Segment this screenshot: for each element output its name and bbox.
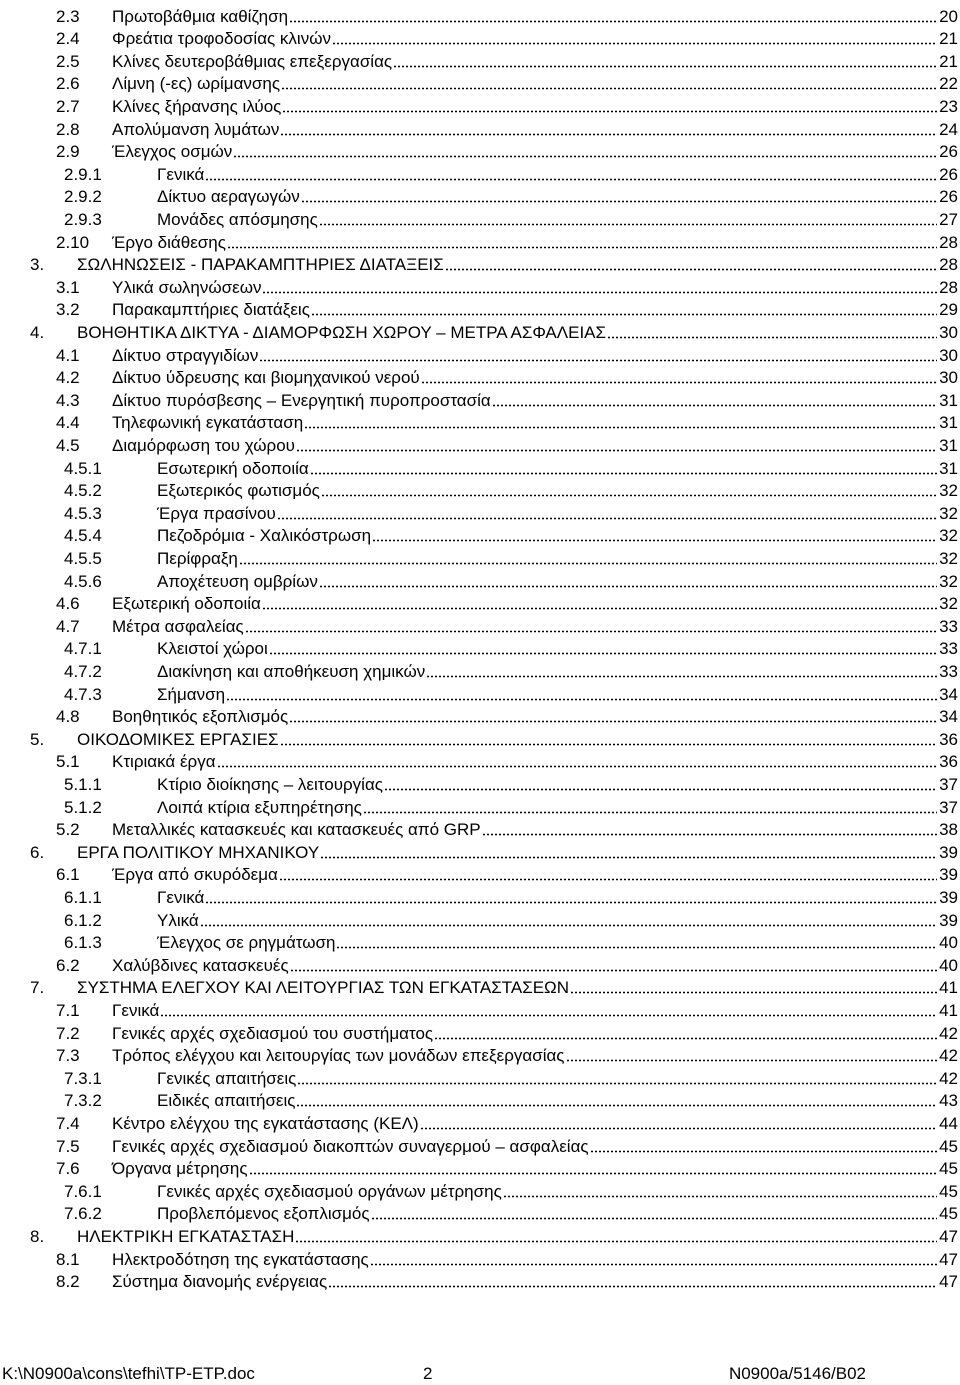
toc-entry-title: ΗΛΕΚΤΡΙΚΗ ΕΓΚΑΤΑΣΤΑΣΗ: [77, 1226, 295, 1246]
toc-entry-number: 7.5: [56, 1136, 80, 1156]
toc-entry[interactable]: [0, 93, 958, 116]
toc-dot-leader: [310, 472, 937, 475]
toc-entry-number: 4.3: [56, 390, 80, 410]
toc-entry-page: 33: [939, 661, 958, 681]
toc-entry[interactable]: [0, 1043, 958, 1066]
footer-document-code: N0900a/5146/B02: [728, 1364, 866, 1383]
toc-entry-page: 31: [939, 390, 958, 410]
toc-entry-number: 2.7: [56, 96, 80, 116]
toc-entry-page: 23: [939, 96, 958, 116]
toc-entry-title: Φρεάτια τροφοδοσίας κλινών: [112, 29, 331, 49]
toc-dot-leader: [296, 1104, 937, 1107]
toc-entry[interactable]: [0, 342, 958, 365]
toc-entry-title: Μεταλλικές κατασκευές και κατασκευές από GRP: [112, 820, 481, 840]
toc-entry-number: 6.: [30, 842, 45, 862]
toc-entry-number: 7.6.2: [64, 1204, 102, 1224]
toc-entry-page: 47: [939, 1272, 958, 1292]
toc-entry-page: 31: [939, 458, 958, 478]
toc-entry[interactable]: [0, 817, 958, 840]
toc-entry[interactable]: [0, 48, 958, 71]
toc-entry-page: 39: [939, 865, 958, 885]
toc-entry-title: Προβλεπόμενος εξοπλισμός: [157, 1204, 370, 1224]
toc-entry-number: 4.5.3: [64, 503, 102, 523]
toc-dot-leader: [259, 359, 937, 362]
footer-file-path: K:\N0900a\cons\tefhi\TP-ETP.doc: [2, 1364, 255, 1383]
toc-dot-leader: [226, 698, 937, 701]
toc-entry-title: Δίκτυο ύδρευσης και βιομηχανικού νερού: [112, 368, 420, 388]
toc-dot-leader: [336, 946, 937, 949]
toc-entry-number: 6.1.2: [64, 910, 102, 930]
toc-entry-title: ΕΡΓΑ ΠΟΛΙΤΙΚΟΥ ΜΗΧΑΝΙΚΟΥ: [77, 842, 320, 862]
toc-entry[interactable]: [0, 455, 958, 478]
toc-entry-title: Γενικά: [157, 887, 205, 907]
toc-entry-number: 4.7.1: [64, 639, 102, 659]
toc-entry[interactable]: [0, 1269, 958, 1292]
toc-entry-number: 7.4: [56, 1113, 80, 1133]
toc-dot-leader: [227, 246, 937, 249]
toc-dot-leader: [290, 969, 937, 972]
toc-entry[interactable]: [0, 1201, 958, 1224]
toc-entry-number: 2.9.3: [64, 209, 102, 229]
toc-entry-title: Έργα πρασίνου: [157, 503, 276, 523]
toc-entry[interactable]: [0, 907, 958, 930]
toc-entry[interactable]: [0, 1020, 958, 1043]
toc-dot-leader: [311, 313, 937, 316]
toc-entry-title: Εξωτερικός φωτισμός: [157, 481, 320, 501]
toc-dot-leader: [245, 630, 937, 633]
toc-dot-leader: [269, 652, 937, 655]
toc-dot-leader: [205, 901, 937, 904]
toc-entry-page: 28: [939, 232, 958, 252]
toc-entry-page: 26: [939, 142, 958, 162]
toc-entry-page: 45: [939, 1181, 958, 1201]
toc-entry-page: 47: [939, 1226, 958, 1246]
toc-entry[interactable]: [0, 839, 958, 862]
toc-dot-leader: [371, 1217, 937, 1220]
toc-entry[interactable]: [0, 252, 958, 275]
toc-entry[interactable]: [0, 997, 958, 1020]
toc-entry[interactable]: [0, 139, 958, 162]
toc-dot-leader: [304, 426, 937, 429]
toc-entry-page: 41: [939, 978, 958, 998]
toc-entry-title: ΒΟΗΘΗΤΙΚΑ ΔΙΚΤΥΑ - ΔΙΑΜΟΡΦΩΣΗ ΧΩΡΟΥ – ΜΕΤΡΑ ΑΣΦΑΛΕΙΑΣ: [77, 322, 607, 342]
toc-entry-number: 4.8: [56, 707, 80, 727]
toc-entry-number: 6.1.3: [64, 933, 102, 953]
toc-entry[interactable]: [0, 297, 958, 320]
toc-entry-title: Κλειστοί χώροι: [157, 639, 268, 659]
toc-entry[interactable]: [0, 500, 958, 523]
toc-entry-page: 45: [939, 1159, 958, 1179]
toc-dot-leader: [492, 404, 937, 407]
toc-entry-title: Ηλεκτροδότηση της εγκατάστασης: [112, 1249, 369, 1269]
toc-entry-page: 21: [939, 51, 958, 71]
toc-dot-leader: [297, 1082, 937, 1085]
toc-dot-leader: [590, 1150, 937, 1153]
toc-entry-title: Έργο διάθεσης: [112, 232, 226, 252]
toc-entry-number: 2.3: [56, 6, 80, 26]
toc-entry-page: 22: [939, 74, 958, 94]
toc-entry-number: 4.: [30, 322, 45, 342]
toc-entry[interactable]: [0, 1110, 958, 1133]
toc-entry-page: 40: [939, 955, 958, 975]
toc-entry[interactable]: [0, 568, 958, 591]
toc-entry-number: 7.3.1: [64, 1068, 102, 1088]
toc-entry-number: 4.7: [56, 616, 80, 636]
toc-entry[interactable]: [0, 26, 958, 49]
toc-entry-number: 8.2: [56, 1272, 80, 1292]
toc-entry-title: Σήμανση: [157, 684, 226, 704]
toc-entry-page: 32: [939, 548, 958, 568]
toc-entry-title: Βοηθητικός εξοπλισμός: [112, 707, 289, 727]
toc-dot-leader: [217, 765, 937, 768]
toc-entry-title: Γενικές αρχές σχεδιασμού του συστήματος: [112, 1023, 434, 1043]
toc-entry-page: 40: [939, 933, 958, 953]
toc-entry-page: 39: [939, 910, 958, 930]
toc-entry[interactable]: [0, 1065, 958, 1088]
toc-entry-number: 5.2: [56, 820, 80, 840]
toc-entry[interactable]: [0, 1156, 958, 1179]
toc-entry-number: 4.7.3: [64, 684, 102, 704]
toc-entry-number: 7.: [30, 978, 45, 998]
toc-entry-number: 2.6: [56, 74, 80, 94]
toc-dot-leader: [503, 1195, 937, 1198]
toc-dot-leader: [233, 155, 937, 158]
toc-entry-number: 4.5.2: [64, 481, 102, 501]
toc-entry-page: 37: [939, 797, 958, 817]
toc-entry-page: 34: [939, 684, 958, 704]
toc-entry-title: Υλικά: [157, 910, 199, 930]
toc-dot-leader: [262, 291, 937, 294]
toc-entry[interactable]: [0, 206, 958, 229]
toc-entry-title: Παρακαμπτήριες διατάξεις: [112, 300, 310, 320]
toc-dot-leader: [200, 924, 937, 927]
toc-entry[interactable]: [0, 545, 958, 568]
toc-entry-number: 3.: [30, 255, 45, 275]
toc-entry-page: 30: [939, 345, 958, 365]
toc-entry-number: 3.1: [56, 277, 80, 297]
toc-entry[interactable]: [0, 884, 958, 907]
toc-entry[interactable]: [0, 1178, 958, 1201]
toc-entry-title: Έλεγχος οσμών: [112, 142, 233, 162]
toc-dot-leader: [363, 811, 937, 814]
toc-dot-leader: [280, 133, 937, 136]
toc-entry-title: Δίκτυο αεραγωγών: [157, 187, 300, 207]
toc-entry[interactable]: [0, 681, 958, 704]
toc-entry[interactable]: [0, 71, 958, 94]
toc-entry[interactable]: [0, 930, 958, 953]
toc-entry-number: 2.5: [56, 51, 80, 71]
toc-entry-title: Γενικές αρχές σχεδιασμού διακοπτών συναγερμού – ασφαλείας: [112, 1136, 589, 1156]
toc-entry-number: 5.: [30, 729, 45, 749]
toc-entry[interactable]: [0, 116, 958, 139]
toc-entry-number: 2.10: [56, 232, 90, 252]
toc-entry-page: 30: [939, 368, 958, 388]
toc-entry-number: 7.1: [56, 1000, 80, 1020]
toc-entry-page: 34: [939, 707, 958, 727]
toc-entry-number: 7.6.1: [64, 1181, 102, 1201]
toc-entry-page: 42: [939, 1046, 958, 1066]
toc-entry-number: 7.6: [56, 1159, 80, 1179]
toc-entry-page: 32: [939, 526, 958, 546]
toc-entry-page: 36: [939, 752, 958, 772]
toc-entry-title: Πεζοδρόμια - Χαλικόστρωση: [157, 526, 372, 546]
toc-entry-page: 41: [939, 1000, 958, 1020]
toc-entry[interactable]: [0, 658, 958, 681]
toc-entry-page: 31: [939, 413, 958, 433]
toc-entry-title: Διακίνηση και αποθήκευση χημικών: [157, 661, 426, 681]
toc-entry[interactable]: [0, 3, 958, 26]
toc-entry-page: 37: [939, 774, 958, 794]
toc-dot-leader: [321, 494, 937, 497]
toc-dot-leader: [205, 178, 937, 181]
toc-entry-title: Κλίνες δευτεροβάθμιας επεξεργασίας: [112, 51, 393, 71]
toc-entry-title: Αποχέτευση ομβρίων: [157, 571, 318, 591]
toc-entry-title: Σύστημα διανομής ενέργειας: [112, 1272, 328, 1292]
toc-entry-page: 33: [939, 616, 958, 636]
toc-entry-page: 45: [939, 1136, 958, 1156]
toc-dot-leader: [280, 743, 937, 746]
toc-dot-leader: [295, 1240, 937, 1243]
toc-entry-title: Δίκτυο στραγγιδίων: [112, 345, 259, 365]
toc-entry[interactable]: [0, 410, 958, 433]
toc-entry[interactable]: [0, 184, 958, 207]
toc-dot-leader: [289, 720, 937, 723]
toc-dot-leader: [320, 856, 937, 859]
toc-entry-number: 8.1: [56, 1249, 80, 1269]
toc-entry-title: Μονάδες απόσμησης: [157, 209, 318, 229]
toc-entry[interactable]: [0, 1246, 958, 1269]
toc-dot-leader: [249, 1172, 937, 1175]
toc-entry-page: 26: [939, 164, 958, 184]
toc-entry-number: 4.5.4: [64, 526, 102, 546]
toc-entry-page: 21: [939, 29, 958, 49]
toc-dot-leader: [570, 991, 937, 994]
toc-entry[interactable]: [0, 1088, 958, 1111]
toc-entry-title: Εξωτερική οδοποιία: [112, 594, 261, 614]
toc-entry-number: 2.4: [56, 29, 80, 49]
toc-entry-title: Κτίριο διοίκησης – λειτουργίας: [157, 774, 383, 794]
toc-entry[interactable]: [0, 726, 958, 749]
toc-entry[interactable]: [0, 365, 958, 388]
toc-dot-leader: [420, 1127, 937, 1130]
toc-entry-title: Δίκτυο πυρόσβεσης – Ενεργητική πυροπροστασία: [112, 390, 491, 410]
toc-dot-leader: [393, 65, 937, 68]
toc-entry-title: ΟΙΚΟΔΟΜΙΚΕΣ ΕΡΓΑΣΙΕΣ: [77, 729, 279, 749]
toc-entry-number: 4.4: [56, 413, 80, 433]
toc-entry-number: 2.9.2: [64, 187, 102, 207]
toc-entry-number: 2.8: [56, 119, 80, 139]
toc-dot-leader: [301, 200, 937, 203]
toc-entry-title: Υλικά σωληνώσεων: [112, 277, 262, 297]
toc-entry-page: 45: [939, 1204, 958, 1224]
toc-entry-page: 27: [939, 209, 958, 229]
toc-entry-title: Κέντρο ελέγχου της εγκατάστασης (ΚΕΛ): [112, 1113, 419, 1133]
toc-dot-leader: [282, 110, 937, 113]
toc-dot-leader: [319, 223, 937, 226]
toc-entry[interactable]: [0, 478, 958, 501]
toc-entry-page: 32: [939, 481, 958, 501]
toc-entry-title: Γενικά: [112, 1000, 160, 1020]
toc-entry-number: 4.2: [56, 368, 80, 388]
toc-dot-leader: [239, 562, 937, 565]
toc-entry-title: Κτιριακά έργα: [112, 752, 216, 772]
toc-entry-title: ΣΥΣΤΗΜΑ ΕΛΕΓΧΟΥ ΚΑΙ ΛΕΙΤΟΥΡΓΙΑΣ ΤΩΝ ΕΓΚΑΤΑΣΤΑΣΕΩΝ: [77, 978, 570, 998]
toc-entry-number: 3.2: [56, 300, 80, 320]
toc-entry-page: 32: [939, 571, 958, 591]
toc-entry-number: 6.1.1: [64, 887, 102, 907]
toc-entry-title: ΣΩΛΗΝΩΣΕΙΣ - ΠΑΡΑΚΑΜΠΤΗΡΙΕΣ ΔΙΑΤΑΞΕΙΣ: [77, 255, 444, 275]
toc-entry-title: Γενικές αρχές σχεδιασμού οργάνων μέτρησης: [157, 1181, 502, 1201]
toc-entry-number: 7.2: [56, 1023, 80, 1043]
toc-entry-title: Κλίνες ξήρανσης ιλύος: [112, 96, 282, 116]
toc-entry[interactable]: [0, 749, 958, 772]
toc-entry-page: 47: [939, 1249, 958, 1269]
toc-dot-leader: [566, 1059, 938, 1062]
toc-entry[interactable]: [0, 432, 958, 455]
toc-dot-leader: [281, 87, 937, 90]
toc-entry-number: 4.7.2: [64, 661, 102, 681]
toc-entry-number: 4.6: [56, 594, 80, 614]
footer-page-number: 2: [423, 1364, 433, 1383]
toc-entry[interactable]: [0, 523, 958, 546]
toc-entry-page: 30: [939, 322, 958, 342]
toc-entry[interactable]: [0, 229, 958, 252]
toc-entry-title: Όργανα μέτρησης: [112, 1159, 248, 1179]
toc-entry-page: 36: [939, 729, 958, 749]
toc-entry-page: 24: [939, 119, 958, 139]
toc-dot-leader: [607, 336, 937, 339]
toc-dot-leader: [372, 539, 937, 542]
toc-entry-page: 32: [939, 594, 958, 614]
toc-entry[interactable]: [0, 319, 958, 342]
toc-dot-leader: [289, 20, 937, 23]
toc-dot-leader: [328, 1285, 937, 1288]
toc-entry-title: Έργα από σκυρόδεμα: [112, 865, 278, 885]
toc-entry-title: Διαμόρφωση του χώρου: [112, 435, 295, 455]
toc-entry-page: 44: [939, 1113, 958, 1133]
toc-entry[interactable]: [0, 636, 958, 659]
toc-entry[interactable]: [0, 274, 958, 297]
toc-entry-number: 5.1.1: [64, 774, 102, 794]
toc-entry[interactable]: [0, 613, 958, 636]
toc-dot-leader: [262, 607, 937, 610]
toc-entry-title: Γενικά: [157, 164, 205, 184]
toc-entry-title: Μέτρα ασφαλείας: [112, 616, 244, 636]
toc-dot-leader: [332, 42, 937, 45]
toc-entry-number: 4.1: [56, 345, 80, 365]
page-footer: [0, 1364, 960, 1384]
toc-dot-leader: [426, 675, 937, 678]
toc-dot-leader: [279, 878, 937, 881]
toc-entry-title: Τρόπος ελέγχου και λειτουργίας των μονάδων επεξεργασίας: [112, 1046, 565, 1066]
toc-entry-number: 5.1.2: [64, 797, 102, 817]
toc-dot-leader: [445, 268, 937, 271]
toc-entry-page: 32: [939, 503, 958, 523]
toc-entry-number: 6.2: [56, 955, 80, 975]
toc-entry-title: Εσωτερική οδοποιία: [157, 458, 309, 478]
toc-entry-page: 28: [939, 277, 958, 297]
toc-entry-number: 5.1: [56, 752, 80, 772]
toc-entry[interactable]: [0, 1133, 958, 1156]
toc-dot-leader: [434, 1037, 937, 1040]
toc-dot-leader: [421, 381, 937, 384]
toc-entry-page: 42: [939, 1068, 958, 1088]
toc-dot-leader: [384, 788, 937, 791]
toc-entry-number: 4.5.6: [64, 571, 102, 591]
toc-entry[interactable]: [0, 591, 958, 614]
toc-dot-leader: [370, 1263, 937, 1266]
toc-entry-number: 4.5.1: [64, 458, 102, 478]
toc-entry-number: 7.3.2: [64, 1091, 102, 1111]
toc-dot-leader: [160, 1014, 937, 1017]
toc-entry-title: Χαλύβδινες κατασκευές: [112, 955, 289, 975]
toc-entry-number: 6.1: [56, 865, 80, 885]
toc-entry-page: 26: [939, 187, 958, 207]
toc-entry-number: 4.5.5: [64, 548, 102, 568]
toc-entry[interactable]: [0, 794, 958, 817]
toc-entry-page: 38: [939, 820, 958, 840]
toc-entry[interactable]: [0, 952, 958, 975]
toc-entry-page: 28: [939, 255, 958, 275]
toc-entry-title: Ειδικές απαιτήσεις: [157, 1091, 296, 1111]
toc-entry-title: Πρωτοβάθμια καθίζηση: [112, 6, 289, 26]
toc-entry-page: 39: [939, 842, 958, 862]
toc-entry-title: Έλεγχος σε ρηγμάτωση: [157, 933, 336, 953]
toc-entry-title: Γενικές απαιτήσεις: [157, 1068, 297, 1088]
toc-entry-page: 33: [939, 639, 958, 659]
toc-entry-title: Τηλεφωνική εγκατάσταση: [112, 413, 304, 433]
toc-entry-page: 39: [939, 887, 958, 907]
toc-entry-number: 8.: [30, 1226, 45, 1246]
toc-entry[interactable]: [0, 862, 958, 885]
toc-entry-title: Περίφραξη: [157, 548, 238, 568]
toc-entry-number: 7.3: [56, 1046, 80, 1066]
toc-entry[interactable]: [0, 704, 958, 727]
toc-entry-title: Λίμνη (-ες) ωρίμανσης: [112, 74, 281, 94]
toc-entry-page: 43: [939, 1091, 958, 1111]
toc-entry[interactable]: [0, 387, 958, 410]
toc-dot-leader: [277, 517, 937, 520]
toc-entry-title: Λοιπά κτίρια εξυπηρέτησης: [157, 797, 362, 817]
toc-dot-leader: [482, 833, 937, 836]
toc-entry-title: Απολύμανση λυμάτων: [112, 119, 280, 139]
toc-entry[interactable]: [0, 975, 958, 998]
toc-entry-page: 31: [939, 435, 958, 455]
toc-entry-number: 2.9.1: [64, 164, 102, 184]
toc-entry[interactable]: [0, 1223, 958, 1246]
toc-entry[interactable]: [0, 771, 958, 794]
toc-entry-page: 42: [939, 1023, 958, 1043]
toc-entry-number: 4.5: [56, 435, 80, 455]
toc-dot-leader: [296, 449, 937, 452]
toc-dot-leader: [319, 585, 937, 588]
toc-entry-page: 20: [939, 6, 958, 26]
toc-entry-page: 29: [939, 300, 958, 320]
toc-entry[interactable]: [0, 161, 958, 184]
toc-entry-number: 2.9: [56, 142, 80, 162]
